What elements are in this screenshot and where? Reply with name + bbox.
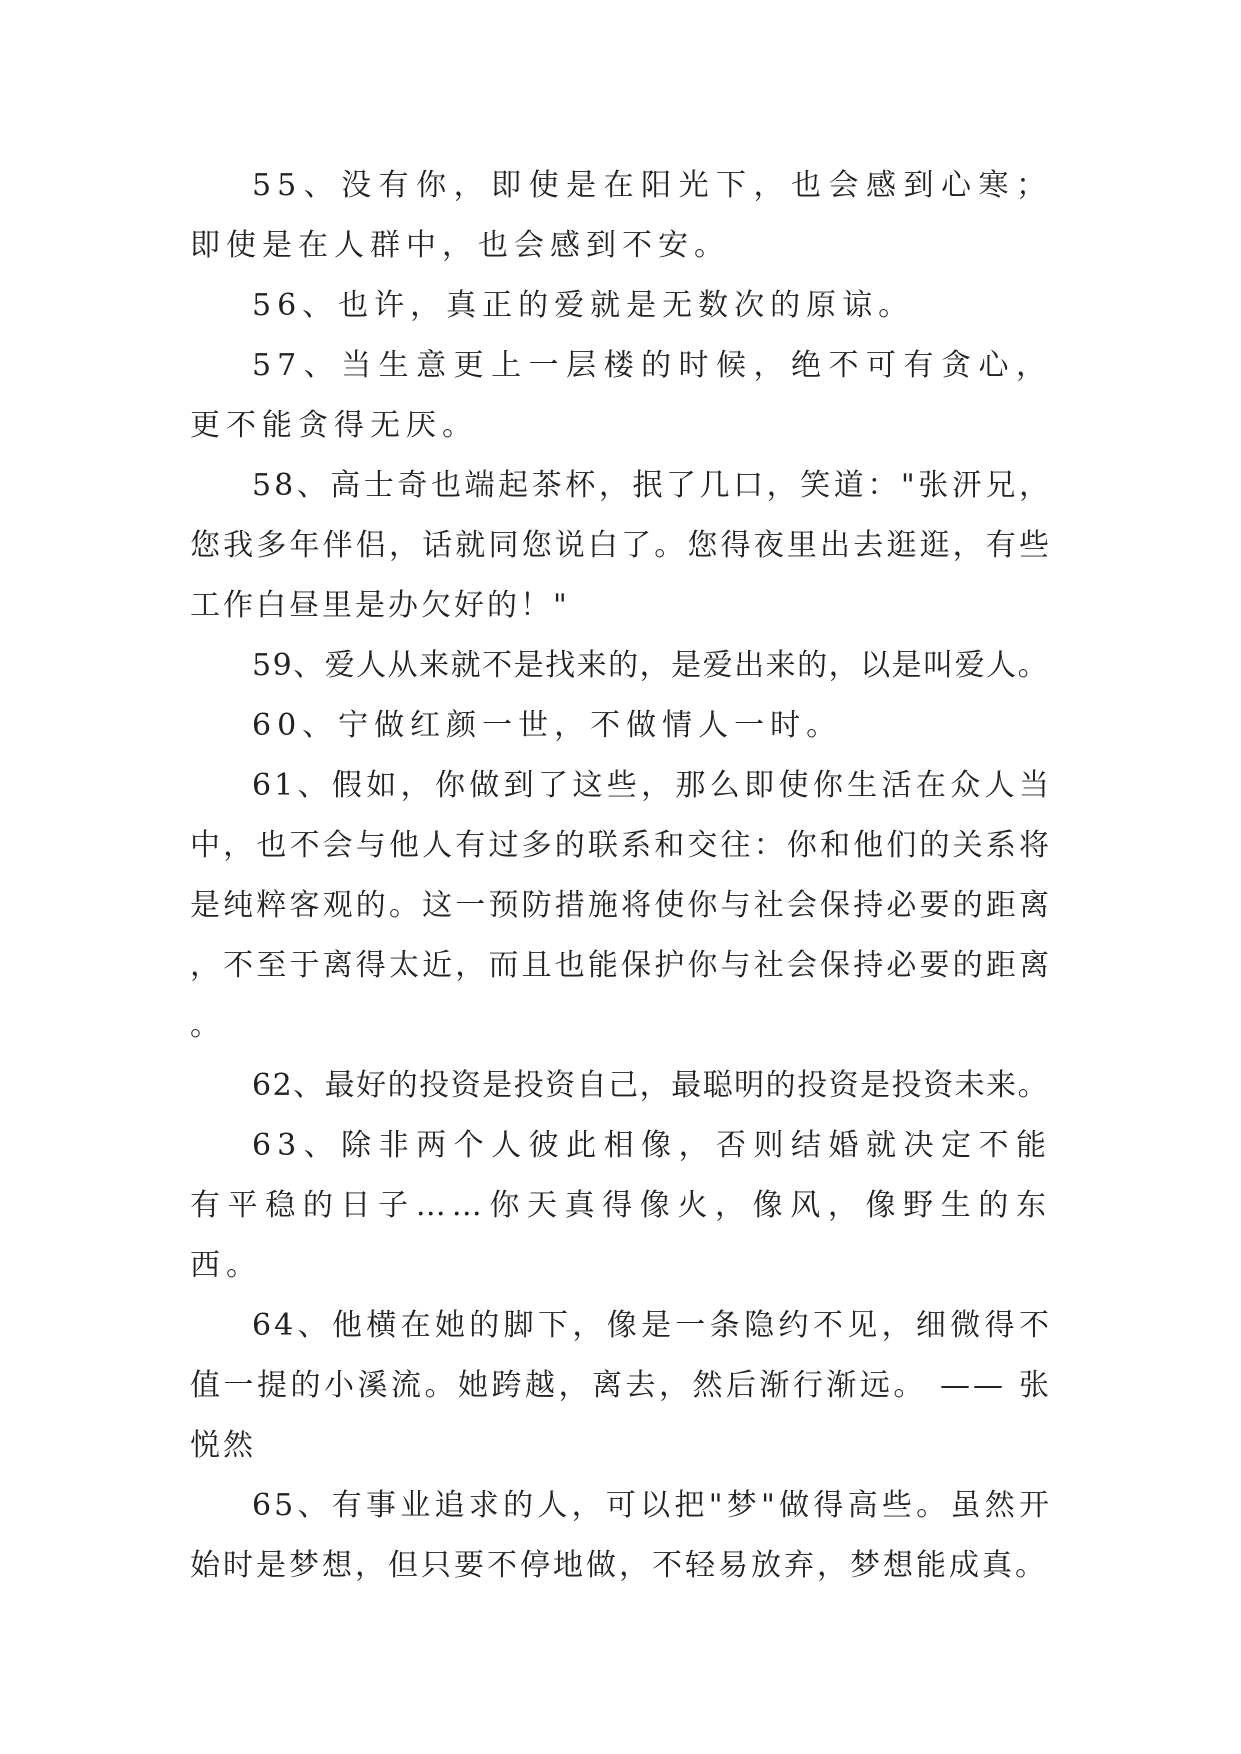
document-body xyxy=(190,156,1052,1596)
paragraph-62: 62、最好的投资是投资自己，最聪明的投资是投资未来。 xyxy=(252,1068,1050,1103)
paragraph-65: 65、有事业追求的人，可以把"梦"做得高些。虽然开始时是梦想，但只要不停地做，不轻易放弃，梦想能成真。 xyxy=(190,1488,1052,1583)
paragraph-55: 55、没有你，即使是在阳光下，也会感到心寒；即使是在人群中，也会感到不安。 xyxy=(190,168,1052,263)
paragraph-64: 64、他横在她的脚下，像是一条隐约不见，细微得不值一提的小溪流。她跨越，离去，然后渐行渐远。 —— 张悦然 xyxy=(190,1308,1052,1463)
paragraph-63: 63、除非两个人彼此相像，否则结婚就决定不能有平稳的日子……你天真得像火，像风，像野生的东西。 xyxy=(190,1128,1052,1283)
paragraph-61: 61、假如，你做到了这些，那么即使你生活在众人当中，也不会与他人有过多的联系和交往：你和他们的关系将是纯粹客观的。这一预防措施将使你与社会保持必要的距离，不至于离得太近，而且也能保护你与社会保持必要的距离。 xyxy=(190,768,1052,1043)
paragraph-56: 56、也许，真正的爱就是无数次的原谅。 xyxy=(252,288,915,323)
paragraph-57: 57、当生意更上一层楼的时候，绝不可有贪心，更不能贪得无厌。 xyxy=(190,348,1052,443)
paragraph-60: 60、宁做红颜一世，不做情人一时。 xyxy=(252,708,843,743)
paragraph-58: 58、高士奇也端起茶杯，抿了几口，笑道："张汧兄，您我多年伴侣，话就同您说白了。您得夜里出去逛逛，有些工作白昼里是办欠好的！" xyxy=(190,468,1052,623)
paragraph-59: 59、爱人从来就不是找来的，是爱出来的，以是叫爱人。 xyxy=(252,648,1050,683)
